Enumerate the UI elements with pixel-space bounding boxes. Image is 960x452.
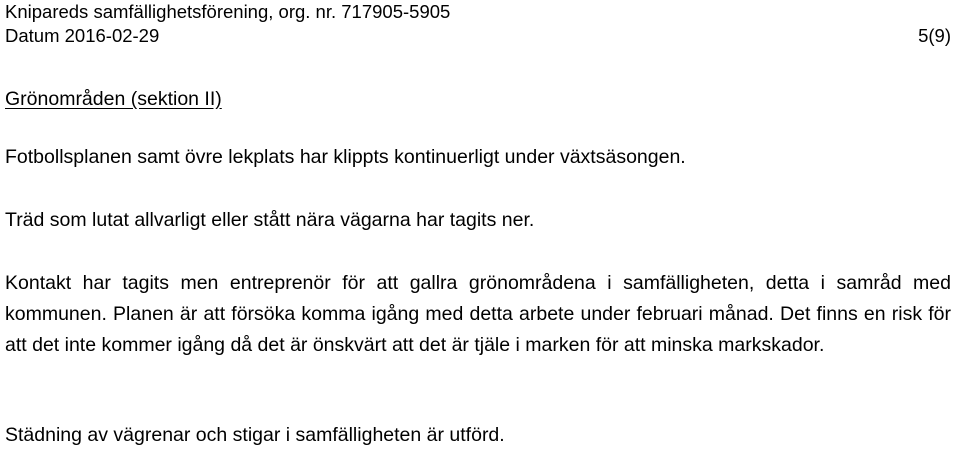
organization-header: Knipareds samfällighetsförening, org. nr. 717905-5905	[5, 1, 451, 22]
paragraph-trees: Träd som lutat allvarligt eller stått nära vägarna har tagits ner.	[5, 209, 535, 231]
date-row	[5, 24, 957, 48]
paragraph-football-field: Fotbollsplanen samt övre lekplats har klippts kontinuerligt under växtsäsongen.	[5, 146, 686, 168]
paragraph-cleaning: Städning av vägrenar och stigar i samfälligheten är utförd.	[5, 424, 505, 446]
document-date: Datum 2016-02-29	[5, 25, 160, 46]
page-number: 5(9)	[918, 25, 951, 46]
paragraph-contractor: Kontakt har tagits men entreprenör för att gallra grönområdena i samfälligheten, detta i samråd med kommunen. Planen är att försöka komma igång med detta arbete under februari månad. Det finns en risk för att det inte kommer igång då det är önskvärt att det är tjäle i marken för att minska markskador.	[5, 272, 951, 356]
section-title: Grönområden (sektion II)	[5, 88, 222, 110]
